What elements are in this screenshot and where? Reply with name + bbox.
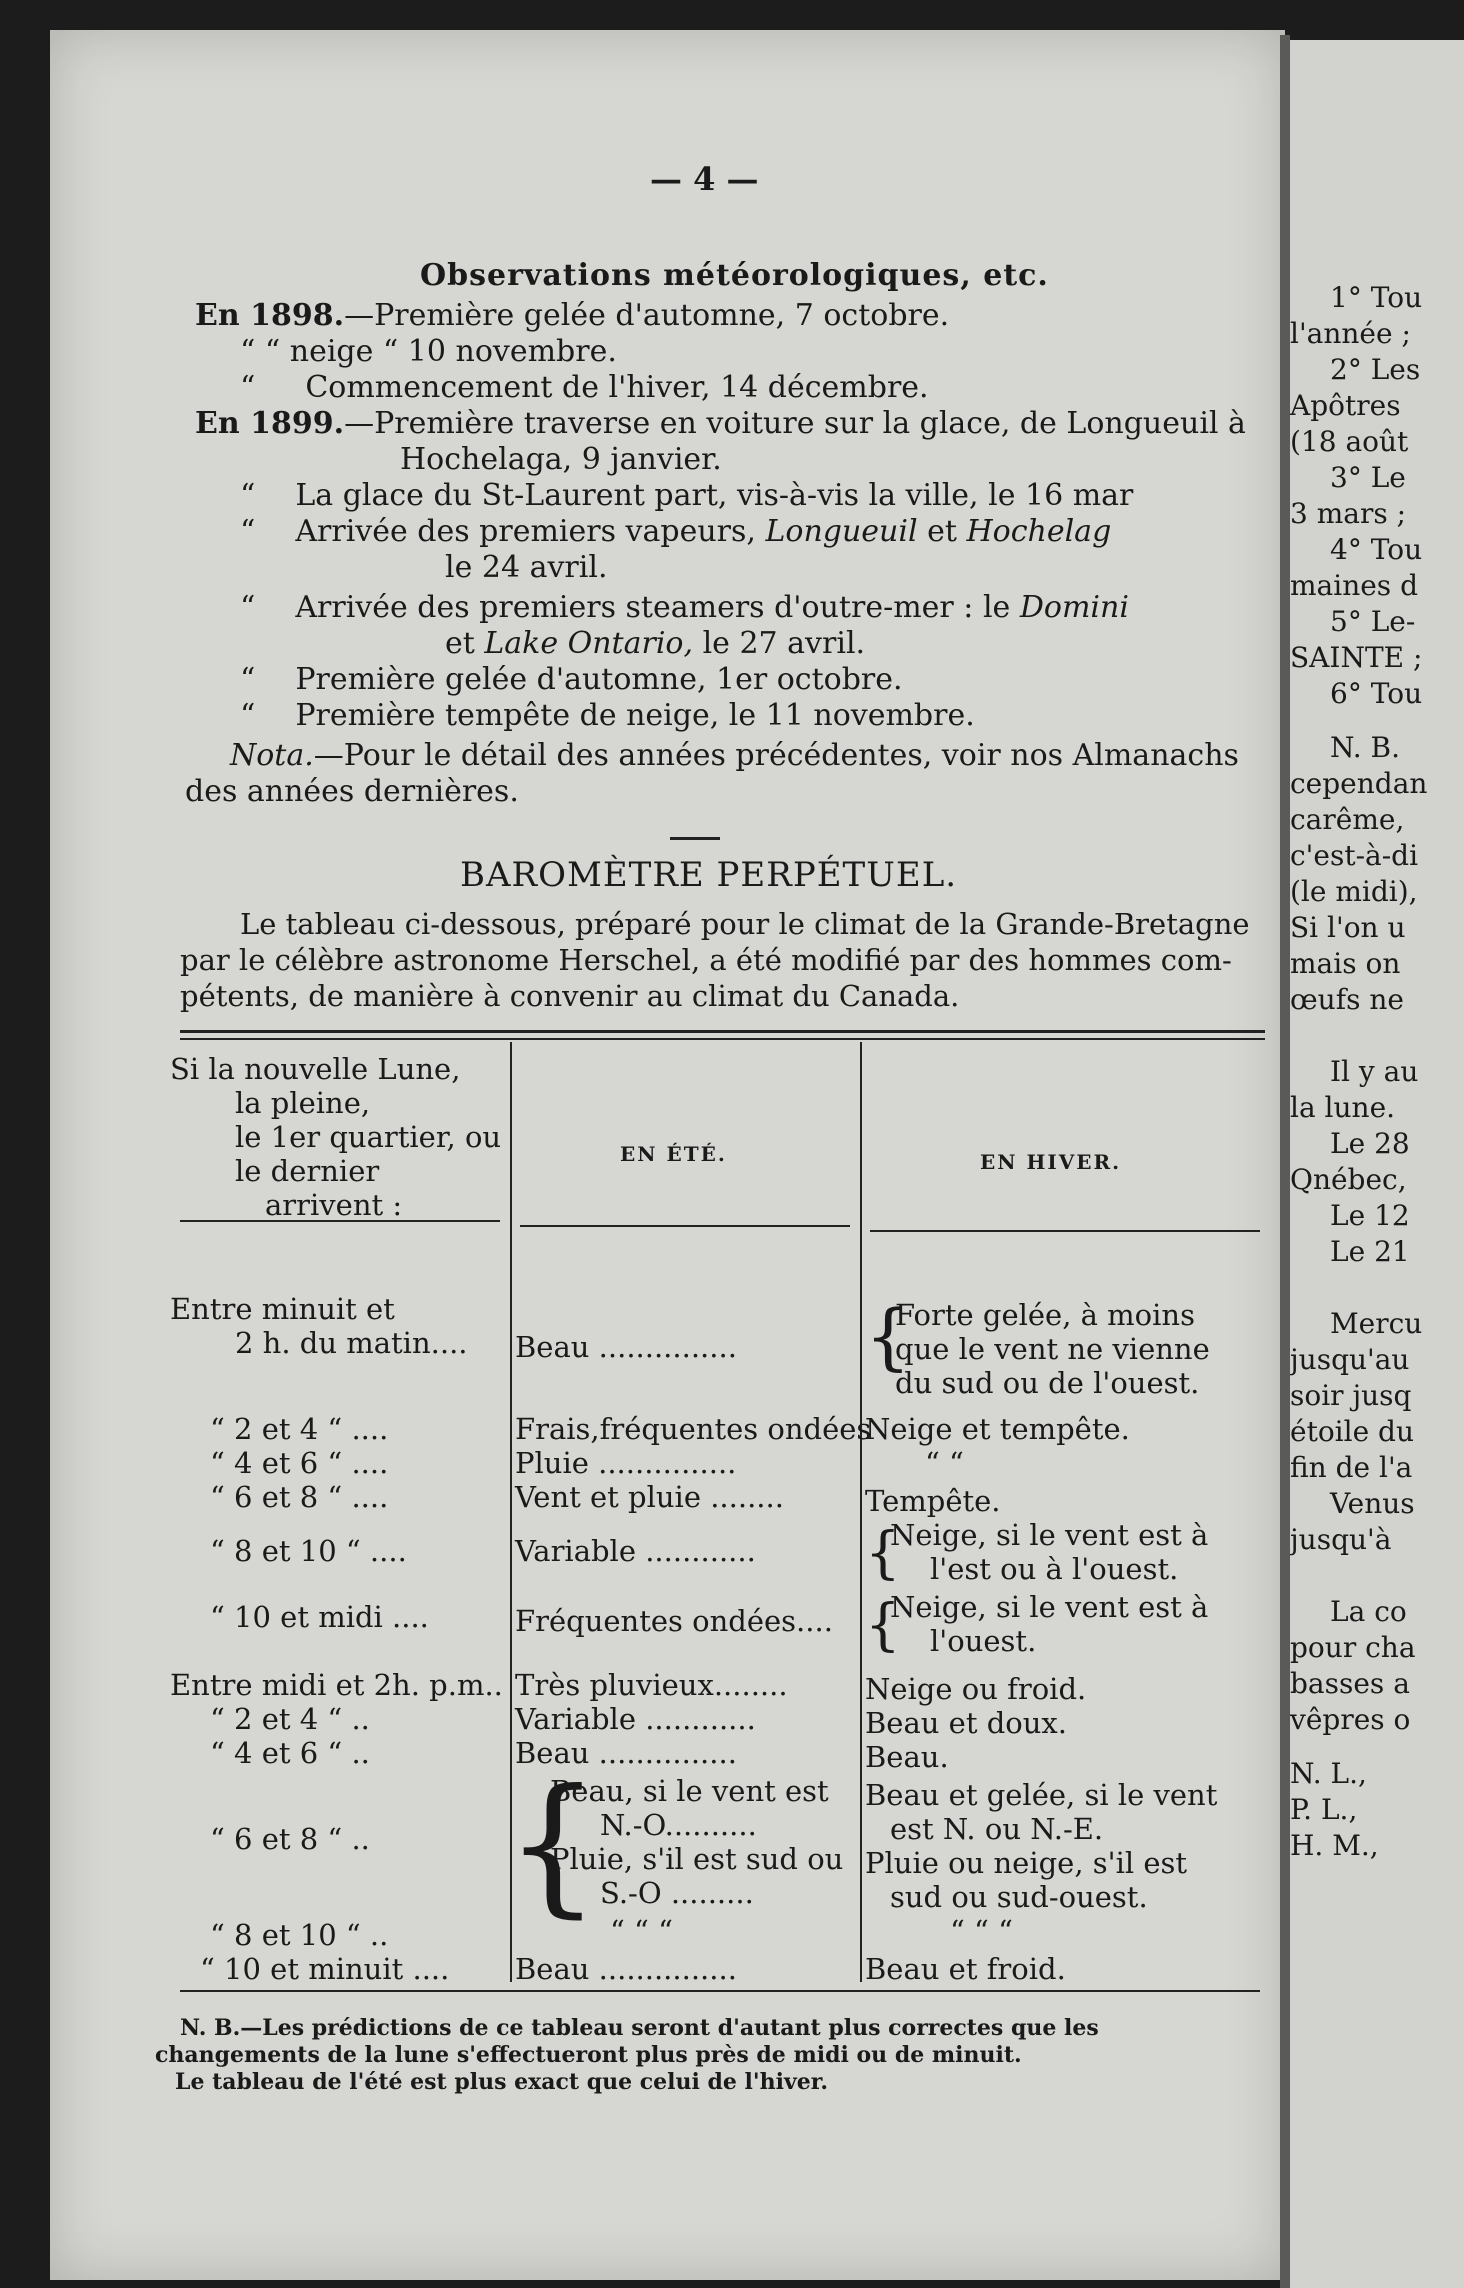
adjacent-line: Qnébec, — [1290, 1163, 1407, 1196]
adjacent-line: Apôtres — [1290, 389, 1401, 422]
short-divider — [670, 837, 720, 840]
row-10-time: “ 8 et 10 “ .. — [210, 1918, 389, 1952]
adjacent-line: 3 mars ; — [1290, 497, 1407, 530]
row-8-winter: Beau. — [865, 1740, 949, 1774]
header-condition-2: la pleine, — [235, 1086, 371, 1120]
adjacent-line: c'est-à-di — [1290, 839, 1419, 872]
obs-line-2: “ “ neige “ 10 novembre. — [240, 334, 617, 369]
adjacent-line: Le 21 — [1330, 1235, 1410, 1268]
row-5-winter-1: Neige, si le vent est à — [890, 1590, 1209, 1624]
row-1-summer: Frais,fréquentes ondées — [515, 1412, 872, 1446]
intro-line-1: Le tableau ci-dessous, préparé pour le climat de la Grande-Bretagne — [240, 907, 1250, 941]
page-number: — 4 — — [650, 160, 759, 198]
obs-line-11: “ Première gelée d'automne, 1er octobre. — [240, 662, 903, 697]
row-1-time: “ 2 et 4 “ .... — [210, 1412, 389, 1446]
adjacent-line: œufs ne — [1290, 983, 1404, 1016]
intro-line-3: pétents, de manière à convenir au climat du Canada. — [180, 979, 960, 1013]
almanac-page — [50, 30, 1285, 2280]
table-top-rule-2 — [180, 1038, 1265, 1040]
row-0-summer: Beau ............... — [515, 1330, 737, 1364]
row-9-winter-1: Beau et gelée, si le vent — [865, 1778, 1218, 1812]
row-3-time: “ 6 et 8 “ .... — [210, 1480, 389, 1514]
row-6-time: Entre midi et 2h. p.m.. — [170, 1668, 503, 1702]
adjacent-line: Si l'on u — [1290, 911, 1406, 944]
adjacent-line: H. M., — [1290, 1829, 1379, 1862]
obs-line-12: “ Première tempête de neige, le 11 novembre. — [240, 698, 975, 733]
adjacent-line: Mercu — [1330, 1307, 1423, 1340]
row-2-time: “ 4 et 6 “ .... — [210, 1446, 389, 1480]
obs-line-9: “ Arrivée des premiers steamers d'outre-mer : le Domini — [240, 590, 1129, 625]
adjacent-line: carême, — [1290, 803, 1405, 836]
row-5-winter-2: l'ouest. — [930, 1624, 1037, 1658]
adjacent-line: Le 12 — [1330, 1199, 1410, 1232]
adjacent-line: jusqu'au — [1290, 1343, 1410, 1376]
adjacent-line: basses a — [1290, 1667, 1410, 1700]
row-9-winter-3: Pluie ou neige, s'il est — [865, 1846, 1188, 1880]
adjacent-line: mais on — [1290, 947, 1401, 980]
row-11-summer: Beau ............... — [515, 1952, 737, 1986]
page-gutter — [1280, 35, 1290, 2288]
obs-line-4: En 1899.—Première traverse en voiture sur la glace, de Longueuil à — [195, 406, 1246, 441]
section-title: Observations météorologiques, etc. — [420, 258, 1049, 293]
row-9-time: “ 6 et 8 “ .. — [210, 1822, 370, 1856]
row-8-summer: Beau ............... — [515, 1736, 737, 1770]
brace-row-4: { — [865, 1521, 901, 1586]
adjacent-line: N. L., — [1290, 1757, 1367, 1790]
row-1-winter: Neige et tempête. — [865, 1412, 1130, 1446]
col-divider-2 — [860, 1042, 862, 1982]
brace-row-5: { — [865, 1593, 901, 1658]
adjacent-line: étoile du — [1290, 1415, 1415, 1448]
adjacent-line: l'année ; — [1290, 317, 1411, 350]
footnote-line-1: N. B.—Les prédictions de ce tableau seront d'autant plus correctes que les — [180, 2015, 1099, 2041]
row-4-time: “ 8 et 10 “ .... — [210, 1534, 407, 1568]
adjacent-line: Il y au — [1330, 1055, 1419, 1088]
row-9-summer-3: Pluie, s'il est sud ou — [550, 1842, 844, 1876]
row-9-summer-1: Beau, si le vent est — [550, 1774, 829, 1808]
adjacent-line: P. L., — [1290, 1793, 1358, 1826]
adjacent-line: (18 août — [1290, 425, 1409, 458]
adjacent-line: (le midi), — [1290, 875, 1418, 908]
footnote-line-2: changements de la lune s'effectueront plus près de midi ou de minuit. — [155, 2042, 1022, 2068]
obs-line-3: “ Commencement de l'hiver, 14 décembre. — [240, 370, 929, 405]
row-0-winter-3: du sud ou de l'ouest. — [895, 1366, 1200, 1400]
adjacent-page-fragment — [1290, 40, 1464, 2288]
row-7-time: “ 2 et 4 “ .. — [210, 1702, 370, 1736]
obs-line-5: Hochelaga, 9 janvier. — [400, 442, 722, 477]
adjacent-line: vêpres o — [1290, 1703, 1411, 1736]
header-condition-3: le 1er quartier, ou — [235, 1120, 502, 1154]
footnote-line-3: Le tableau de l'été est plus exact que celui de l'hiver. — [175, 2069, 828, 2095]
row-5-time: “ 10 et midi .... — [210, 1600, 429, 1634]
row-0-winter-2: que le vent ne vienne — [895, 1332, 1210, 1366]
adjacent-line: 5° Le- — [1330, 605, 1416, 638]
header-rule-3 — [870, 1230, 1260, 1232]
header-winter: EN HIVER. — [980, 1150, 1122, 1174]
row-9-winter-4: sud ou sud-ouest. — [890, 1880, 1148, 1914]
obs-line-8: le 24 avril. — [445, 550, 608, 585]
header-condition-5: arrivent : — [265, 1188, 403, 1222]
brace-row-0: { — [865, 1294, 911, 1378]
adjacent-line: la lune. — [1290, 1091, 1396, 1124]
row-5-summer: Fréquentes ondées.... — [515, 1604, 833, 1638]
row-2-summer: Pluie ............... — [515, 1446, 737, 1480]
row-9-summer-2: N.-O.......... — [600, 1808, 757, 1842]
adjacent-line: SAINTE ; — [1290, 641, 1423, 674]
row-10-winter: “ “ “ — [950, 1914, 1013, 1948]
adjacent-line: 6° Tou — [1330, 677, 1423, 710]
row-11-time: “ 10 et minuit .... — [200, 1952, 450, 1986]
row-0-winter-1: Forte gelée, à moins — [895, 1298, 1195, 1332]
row-6-winter: Neige ou froid. — [865, 1672, 1087, 1706]
row-4-winter-2: l'est ou à l'ouest. — [930, 1552, 1179, 1586]
barometer-title: BAROMÈTRE PERPÉTUEL. — [460, 855, 958, 895]
adjacent-line: 3° Le — [1330, 461, 1406, 494]
adjacent-line: Venus — [1330, 1487, 1415, 1520]
intro-line-2: par le célèbre astronome Herschel, a été modifié par des hommes com- — [180, 943, 1232, 977]
adjacent-line: 4° Tou — [1330, 533, 1423, 566]
header-condition-4: le dernier — [235, 1154, 380, 1188]
row-9-summer-4: S.-O ......... — [600, 1876, 754, 1910]
adjacent-line: La co — [1330, 1595, 1407, 1628]
row-3-summer: Vent et pluie ........ — [515, 1480, 784, 1514]
row-0-time-1: Entre minuit et — [170, 1292, 395, 1326]
adjacent-line: Le 28 — [1330, 1127, 1410, 1160]
adjacent-line: cependan — [1290, 767, 1428, 800]
row-6-summer: Très pluvieux........ — [515, 1668, 788, 1702]
row-11-winter: Beau et froid. — [865, 1952, 1066, 1986]
row-3-winter: Tempête. — [865, 1484, 1001, 1518]
adjacent-line: 2° Les — [1330, 353, 1421, 386]
nota-line: Nota.—Pour le détail des années précédentes, voir nos Almanachs — [230, 738, 1239, 773]
adjacent-line: maines d — [1290, 569, 1418, 602]
obs-line-10: et Lake Ontario, le 27 avril. — [445, 626, 866, 661]
obs-line-7: “ Arrivée des premiers vapeurs, Longueuil et Hochelag — [240, 514, 1112, 549]
brace-row-9: { — [505, 1758, 601, 1932]
row-7-winter: Beau et doux. — [865, 1706, 1067, 1740]
row-7-summer: Variable ............ — [515, 1702, 756, 1736]
header-condition-1: Si la nouvelle Lune, — [170, 1052, 461, 1086]
adjacent-line: 1° Tou — [1330, 281, 1423, 314]
row-8-time: “ 4 et 6 “ .. — [210, 1736, 370, 1770]
header-rule-2 — [520, 1225, 850, 1227]
row-4-winter-1: Neige, si le vent est à — [890, 1518, 1209, 1552]
adjacent-line: soir jusq — [1290, 1379, 1412, 1412]
row-4-summer: Variable ............ — [515, 1534, 756, 1568]
nota-line-2: des années dernières. — [185, 774, 519, 809]
adjacent-line: jusqu'à — [1290, 1523, 1392, 1556]
row-0-time-2: 2 h. du matin.... — [235, 1326, 468, 1360]
adjacent-line: fin de l'a — [1290, 1451, 1413, 1484]
row-9-winter-2: est N. ou N.-E. — [890, 1812, 1104, 1846]
header-summer: EN ÉTÉ. — [620, 1142, 727, 1166]
table-top-rule — [180, 1030, 1265, 1033]
table-bottom-rule — [180, 1990, 1260, 1992]
row-2-winter: “ “ — [925, 1446, 964, 1480]
obs-line-6: “ La glace du St-Laurent part, vis-à-vis la ville, le 16 mar — [240, 478, 1134, 513]
obs-line-1: En 1898.—Première gelée d'automne, 7 octobre. — [195, 298, 950, 333]
adjacent-line: N. B. — [1330, 731, 1400, 764]
row-10-summer: “ “ “ — [610, 1914, 673, 1948]
adjacent-line: pour cha — [1290, 1631, 1416, 1664]
